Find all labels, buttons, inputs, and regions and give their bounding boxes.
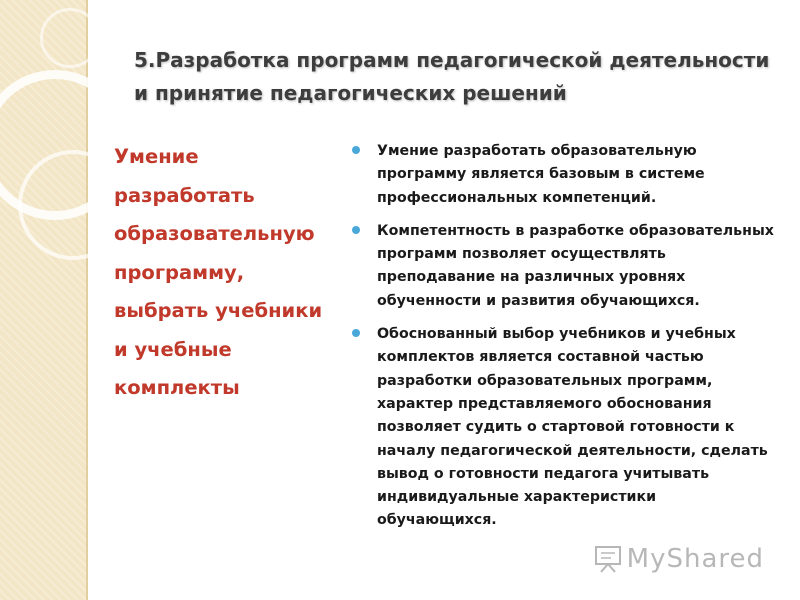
- slide-title: 5.Разработка программ педагогической деятельности и принятие педагогических решений: [134, 48, 770, 105]
- bullet-dot-icon: [352, 146, 360, 154]
- bullet-item: [350, 140, 780, 210]
- bullet-list: [350, 140, 780, 543]
- watermark: [593, 544, 764, 574]
- bullet-item: [350, 323, 780, 533]
- decorative-ring-small: [18, 150, 128, 260]
- bullet-text: Компетентность в разработке образовательных программ позволяет осуществлять преподавание на различных уровнях обученности и развития обучающихся.: [377, 222, 774, 309]
- key-skill-text: Умение разработать образовательную программу, выбрать учебники и учебные комплекты: [114, 145, 323, 399]
- bullet-dot-icon: [352, 329, 360, 337]
- bullet-text: Обоснованный выбор учебников и учебных комплектов является составной частью разработки образовательных программ, характер представляемого обоснования позволяет судить о стартовой готовности к началу педагогической деятельности, сделать вывод о готовности педагога учитывать индивидуальные характеристики обучающихся.: [377, 326, 768, 529]
- bullet-item: [350, 220, 780, 313]
- bullet-dot-icon: [352, 226, 360, 234]
- watermark-text: MyShared: [626, 544, 764, 574]
- decorative-ring-tiny: [40, 8, 100, 68]
- bullet-text: Умение разработать образовательную программу является базовым в системе профессиональных компетенций.: [377, 143, 705, 206]
- presentation-board-icon: [593, 544, 623, 574]
